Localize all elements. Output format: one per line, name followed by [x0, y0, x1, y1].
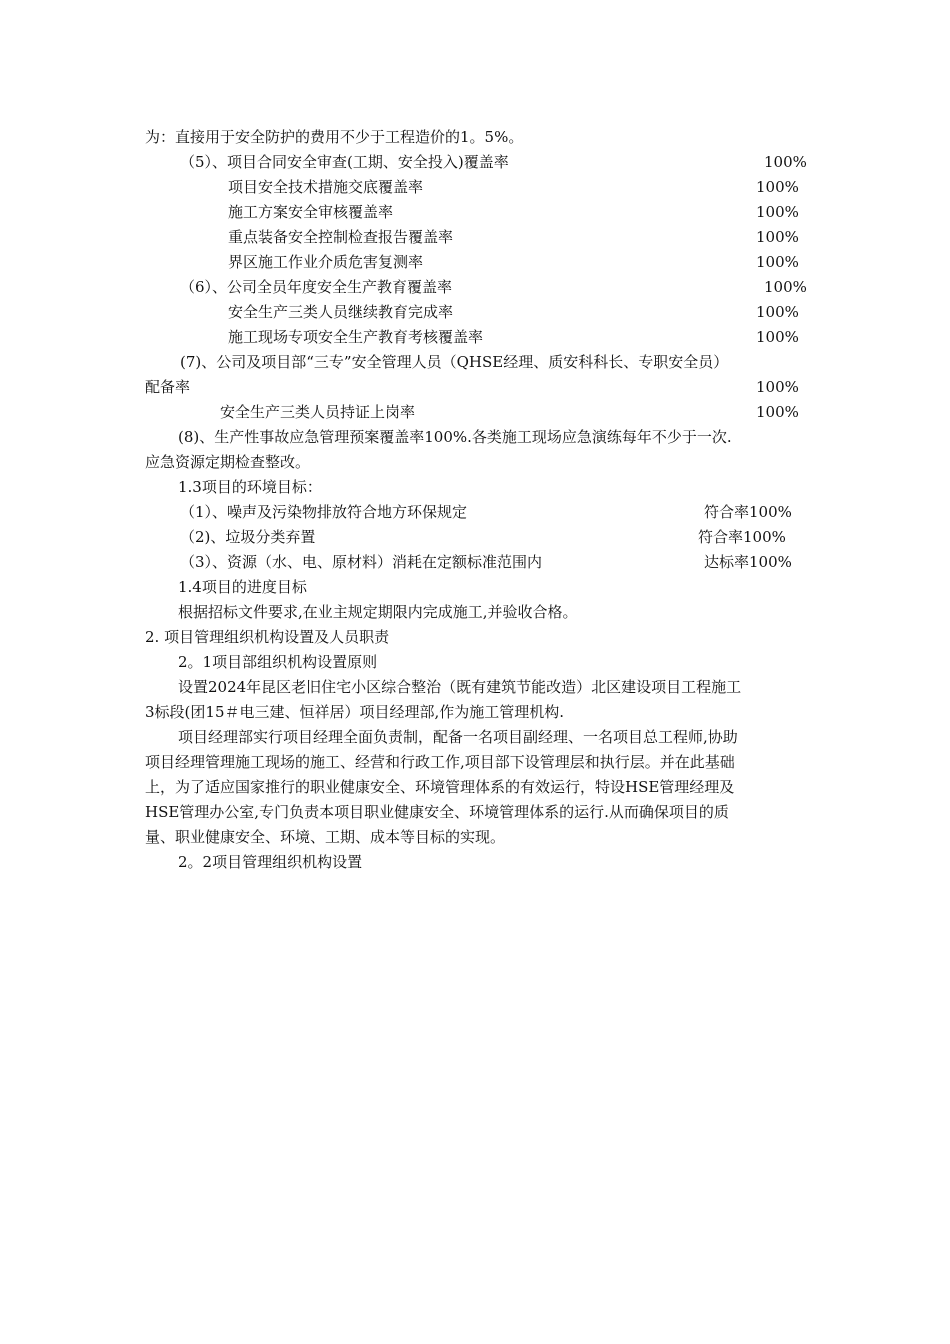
target-row — [0, 525, 950, 550]
line-text: 项目经理管理施工现场的施工、经营和行政工作,项目部下设管理层和执行层。并在此基础 — [145, 753, 735, 771]
section-heading — [0, 475, 950, 500]
line-text: 3标段(团15＃电三建、恒祥居）项目经理部,作为施工管理机构. — [145, 703, 565, 721]
paragraph-line — [0, 425, 950, 450]
target-value: 符合率100% — [704, 503, 792, 521]
line-text: (7)、公司及项目部“三专”安全管理人员（QHSE经理、质安科科长、专职安全员） — [180, 353, 729, 371]
target-label: 界区施工作业介质危害复测率 — [228, 253, 424, 271]
line-text: 根据招标文件要求,在业主规定期限内完成施工,并验收合格。 — [178, 603, 578, 621]
target-label: （1）、噪声及污染物排放符合地方环保规定 — [180, 503, 468, 521]
target-value: 100% — [756, 253, 799, 271]
paragraph-line — [0, 125, 950, 150]
paragraph-line — [0, 350, 950, 375]
section-heading — [0, 575, 950, 600]
line-text: 上，为了适应国家推行的职业健康安全、环境管理体系的有效运行，特设HSE管理经理及 — [145, 778, 735, 796]
heading-text: 1.4项目的进度目标 — [178, 578, 307, 596]
paragraph-line — [0, 675, 950, 700]
section-heading — [0, 650, 950, 675]
target-row — [0, 225, 950, 250]
target-row — [0, 275, 950, 300]
heading-text: 2。2项目管理组织机构设置 — [178, 853, 363, 871]
target-label: （3）、资源（水、电、原材料）消耗在定额标准范围内 — [180, 553, 543, 571]
target-label: 安全生产三类人员持证上岗率 — [220, 403, 416, 421]
heading-text: 2。1项目部组织机构设置原则 — [178, 653, 378, 671]
target-value: 100% — [756, 403, 799, 421]
target-value: 100% — [756, 203, 799, 221]
paragraph-line — [0, 725, 950, 750]
paragraph-line — [0, 450, 950, 475]
target-label: 安全生产三类人员继续教育完成率 — [228, 303, 454, 321]
target-label: （5）、项目合同安全审查(工期、安全投入)覆盖率 — [180, 153, 509, 171]
target-label: 施工现场专项安全生产教育考核覆盖率 — [228, 328, 484, 346]
target-value: 100% — [764, 153, 807, 171]
target-label: 项目安全技术措施交底覆盖率 — [228, 178, 424, 196]
line-text: 量、职业健康安全、环境、工期、成本等目标的实现。 — [145, 828, 506, 846]
target-row — [0, 500, 950, 525]
target-value: 100% — [756, 378, 799, 396]
target-row — [0, 150, 950, 175]
paragraph-line — [0, 825, 950, 850]
target-value: 100% — [756, 303, 799, 321]
target-value: 符合率100% — [698, 528, 786, 546]
target-row — [0, 550, 950, 575]
target-value: 100% — [756, 178, 799, 196]
target-label: （2)、垃圾分类弃置 — [180, 528, 316, 546]
line-text: (8)、生产性事故应急管理预案覆盖率100%.各类施工现场应急演练每年不少于一次. — [178, 428, 732, 446]
target-label: （6）、公司全员年度安全生产教育覆盖率 — [180, 278, 453, 296]
line-text: 为：直接用于安全防护的费用不少于工程造价的1。5%。 — [145, 128, 524, 146]
target-value: 100% — [756, 328, 799, 346]
paragraph-line — [0, 750, 950, 775]
target-row — [0, 175, 950, 200]
target-row — [0, 325, 950, 350]
line-text: HSE管理办公室,专门负责本项目职业健康安全、环境管理体系的运行.从而确保项目的质 — [145, 803, 729, 821]
paragraph-line — [0, 800, 950, 825]
heading-text: 1.3项目的环境目标： — [178, 478, 322, 496]
target-value: 100% — [764, 278, 807, 296]
section-heading — [0, 625, 950, 650]
target-row — [0, 400, 950, 425]
target-label: 重点装备安全控制检查报告覆盖率 — [228, 228, 454, 246]
section-heading — [0, 850, 950, 875]
line-text: 设置2024年昆区老旧住宅小区综合整治（既有建筑节能改造）北区建设项目工程施工 — [178, 678, 742, 696]
paragraph-line — [0, 600, 950, 625]
target-row — [0, 375, 950, 400]
target-label: 施工方案安全审核覆盖率 — [228, 203, 394, 221]
line-text: 应急资源定期检查整改。 — [145, 453, 311, 471]
target-row — [0, 250, 950, 275]
heading-text: 2. 项目管理组织机构设置及人员职责 — [145, 628, 390, 646]
line-text: 项目经理部实行项目经理全面负责制，配备一名项目副经理、一名项目总工程师,协助 — [178, 728, 738, 746]
target-value: 达标率100% — [704, 553, 792, 571]
target-row — [0, 300, 950, 325]
target-value: 100% — [756, 228, 799, 246]
target-row — [0, 200, 950, 225]
target-label: 配备率 — [145, 378, 191, 396]
paragraph-line — [0, 700, 950, 725]
paragraph-line — [0, 775, 950, 800]
